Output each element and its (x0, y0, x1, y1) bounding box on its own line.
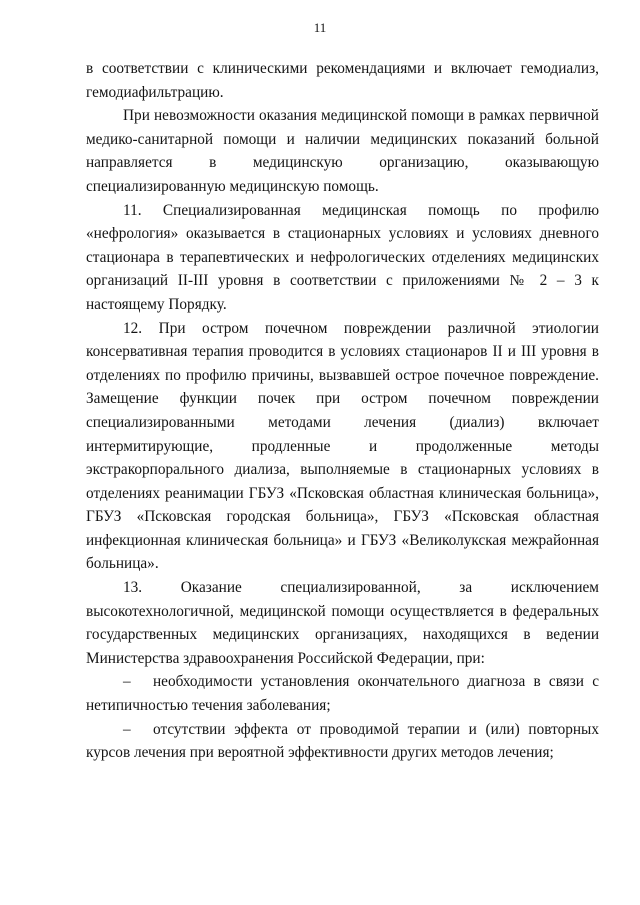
paragraph-item-13: 13. Оказание специализированной, за исключением высокотехнологичной, медицинской помощи осуществляется в федеральных государственных медицинских организациях, находящихся в ведении Министерства здравоохранения Российской Федерации, при: (86, 579, 599, 667)
bullet-dash: – (123, 720, 131, 738)
bullet-item (86, 670, 599, 717)
page-number: 11 (313, 20, 327, 35)
paragraph-primary-care: При невозможности оказания медицинской помощи в рамках первичной медико-санитарной помощи и наличии медицинских показаний больной направляется в медицинскую организацию, оказывающую специализированную медицинскую помощь. (86, 107, 599, 195)
bullet-text: отсутствии эффекта от проводимой терапии и (или) повторных курсов лечения при вероятной эффективности других методов лечения; (86, 720, 599, 762)
bullet-dash: – (123, 673, 131, 691)
bullet-item (86, 718, 599, 765)
bullet-text: необходимости установления окончательного диагноза в связи с нетипичностью течения заболевания; (86, 673, 599, 715)
paragraph-item-11: 11. Специализированная медицинская помощь по профилю «нефрология» оказывается в стационарных условиях и условиях дневного стационара в терапевтических и нефрологических отделениях медицинских организаций II-III уровня в соответствии с приложениями № 2 – 3 к настоящему Порядку. (86, 201, 599, 313)
paragraph-item-12: 12. При остром почечном повреждении различной этиологии консервативная терапия проводится в условиях стационаров II и III уровня в отделениях по профилю причины, вызвавшей острое почечное повреждение. Замещение функции почек при остром почечном повреждении специализированными методами лечения (диализ) включает интермитирующие, продленные и продолженные методы экстракорпорального диализа, выполняемые в стационарных условиях в отделениях реанимации ГБУЗ «Псковская областная клиническая больница», ГБУЗ «Псковская городская больница», ГБУЗ «Псковская областная инфекционная клиническая больница» и ГБУЗ «Великолукская межрайонная больница». (86, 319, 599, 573)
paragraph-continuation: в соответствии с клиническими рекомендациями и включает гемодиализ, гемодиафильтрацию. (86, 60, 599, 101)
document-body (86, 57, 599, 765)
